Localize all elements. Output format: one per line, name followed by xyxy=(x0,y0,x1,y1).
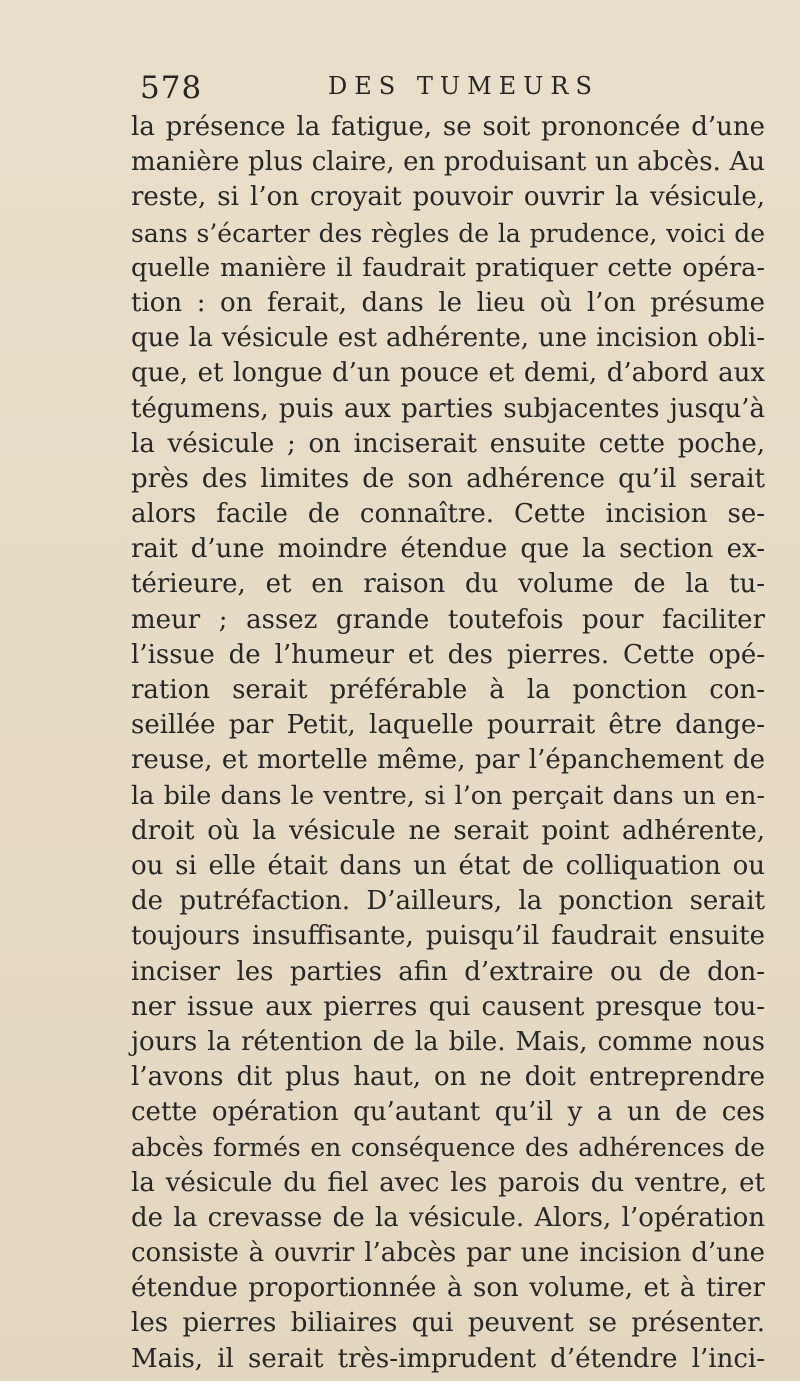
text-line: tion : on ferait, dans le lieu où l’on présume xyxy=(131,287,765,318)
text-line: la présence la fatigue, se soit prononcée d’une xyxy=(131,112,765,142)
text-line: sans s’écarter des règles de la prudence, voici de xyxy=(131,218,765,248)
page-header xyxy=(0,70,800,110)
text-line: consiste à ouvrir l’abcès par une incision d’une xyxy=(131,1238,765,1268)
text-line: ou si elle était dans un état de colliquation ou xyxy=(131,850,765,881)
text-line: que, et longue d’un pouce et demi, d’abord aux xyxy=(131,358,765,389)
text-line: la bile dans le ventre, si l’on perçait dans un en- xyxy=(131,780,765,811)
text-line: seillée par Petit, laquelle pourrait être dange- xyxy=(131,710,765,741)
text-line: inciser les parties afin d’extraire ou de don- xyxy=(131,956,765,987)
text-line: l’avons dit plus haut, on ne doit entreprendre xyxy=(131,1062,765,1093)
text-line: l’issue de l’humeur et des pierres. Cette opé- xyxy=(131,639,765,670)
text-line: la vésicule ; on inciserait ensuite cette poche, xyxy=(131,428,765,459)
text-line: toujours insuffisante, puisqu’il faudrait ensuite xyxy=(131,921,765,952)
text-line: ner issue aux pierres qui causent presque tou- xyxy=(131,991,765,1022)
body-text xyxy=(131,110,765,1377)
text-line: ration serait préférable à la ponction con- xyxy=(131,675,765,705)
text-line: rait d’une moindre étendue que la section ex- xyxy=(131,534,765,565)
text-line: étendue proportionnée à son volume, et à tirer xyxy=(131,1273,765,1304)
text-line: de la crevasse de la vésicule. Alors, l’opération xyxy=(131,1202,765,1233)
text-line: quelle manière il faudrait pratiquer cette opéra- xyxy=(131,252,765,283)
text-line: reuse, et mortelle même, par l’épanchement de xyxy=(131,745,765,776)
text-line: reste, si l’on croyait pouvoir ouvrir la vésicule, xyxy=(131,182,765,213)
text-line: cette opération qu’autant qu’il y a un de ces xyxy=(131,1097,765,1128)
text-line: alors facile de connaître. Cette incision se- xyxy=(131,499,765,530)
text-line: près des limites de son adhérence qu’il serait xyxy=(131,463,765,494)
text-line: les pierres biliaires qui peuvent se présenter. xyxy=(131,1308,765,1339)
text-line: droit où la vésicule ne serait point adhérente, xyxy=(131,815,765,846)
text-line: Mais, il serait très-imprudent d’étendre l’inci- xyxy=(131,1343,765,1374)
text-line: manière plus claire, en produisant un abcès. Au xyxy=(131,147,765,178)
text-line: la vésicule du fiel avec les parois du ventre, et xyxy=(131,1167,765,1198)
text-line: abcès formés en conséquence des adhérences de xyxy=(131,1133,765,1163)
text-line: térieure, et en raison du volume de la tu- xyxy=(131,569,765,600)
text-line: de putréfaction. D’ailleurs, la ponction serait xyxy=(131,886,765,917)
page-number: 578 xyxy=(140,70,203,106)
running-head: DES TUMEURS xyxy=(328,72,599,100)
text-line: que la vésicule est adhérente, une incision obli- xyxy=(131,323,765,354)
text-line: jours la rétention de la bile. Mais, comme nous xyxy=(131,1026,765,1057)
text-line: meur ; assez grande toutefois pour faciliter xyxy=(131,604,765,635)
text-line: tégumens, puis aux parties subjacentes jusqu’à xyxy=(131,393,765,424)
